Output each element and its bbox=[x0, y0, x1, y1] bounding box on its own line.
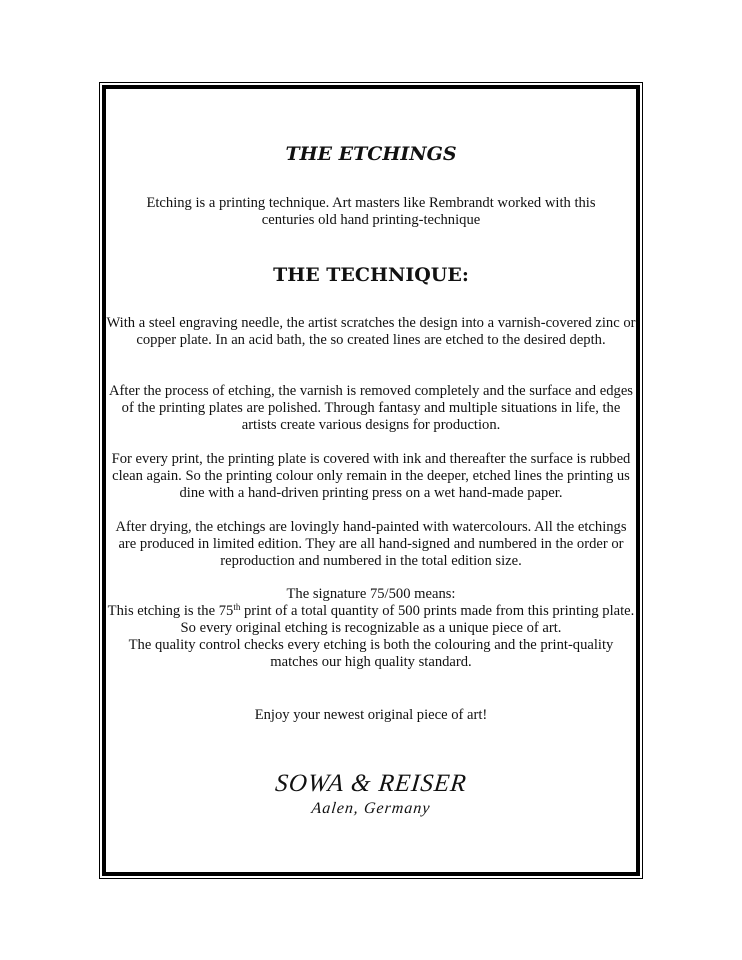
intro-line-1: Etching is a printing technique. Art masters like Rembrandt worked with this bbox=[146, 195, 596, 211]
page-title: THE ETCHINGS bbox=[285, 143, 457, 165]
company-location: Aalen, Germany bbox=[310, 800, 432, 817]
paragraph-engraving: With a steel engraving needle, the artist scratches the design into a varnish-covered zinc or copper plate. In an acid bath, the so created lines are etched to the desired depth. bbox=[106, 315, 636, 348]
paragraph-printing: For every print, the printing plate is covered with ink and thereafter the surface is rubbed clean again. So the printing colour only remain in the deeper, etched lines the printing us dine with a hand-driven printing press on a wet hand-made paper. bbox=[111, 451, 631, 501]
closing-line: Enjoy your newest original piece of art! bbox=[254, 707, 488, 723]
company-signature: SOWA & REISER bbox=[273, 770, 469, 797]
signature-heading: The signature 75/500 means: bbox=[286, 586, 456, 602]
signature-meaning: This etching is the 75th print of a total quantity of 500 prints made from this printing plate. So every original etching is recognizable as a unique piece of art. bbox=[107, 602, 635, 636]
paragraph-polishing: After the process of etching, the varnish is removed completely and the surface and edges of the printing plates are polished. Through fantasy and multiple situations in life, the artists create various designs for production. bbox=[109, 383, 633, 433]
intro-paragraph bbox=[105, 195, 637, 229]
technique-heading: THE TECHNIQUE: bbox=[273, 264, 469, 286]
signature-explanation bbox=[105, 586, 637, 671]
quality-statement: The quality control checks every etching is both the colouring and the print-quality matches our high quality standard. bbox=[128, 637, 614, 670]
paragraph-painting: After drying, the etchings are lovingly hand-painted with watercolours. All the etchings are produced in limited edition. They are all hand-signed and numbered in the order or reproduction and numbered in the total edition size. bbox=[115, 519, 627, 569]
intro-line-2: centuries old hand printing-technique bbox=[261, 212, 481, 228]
